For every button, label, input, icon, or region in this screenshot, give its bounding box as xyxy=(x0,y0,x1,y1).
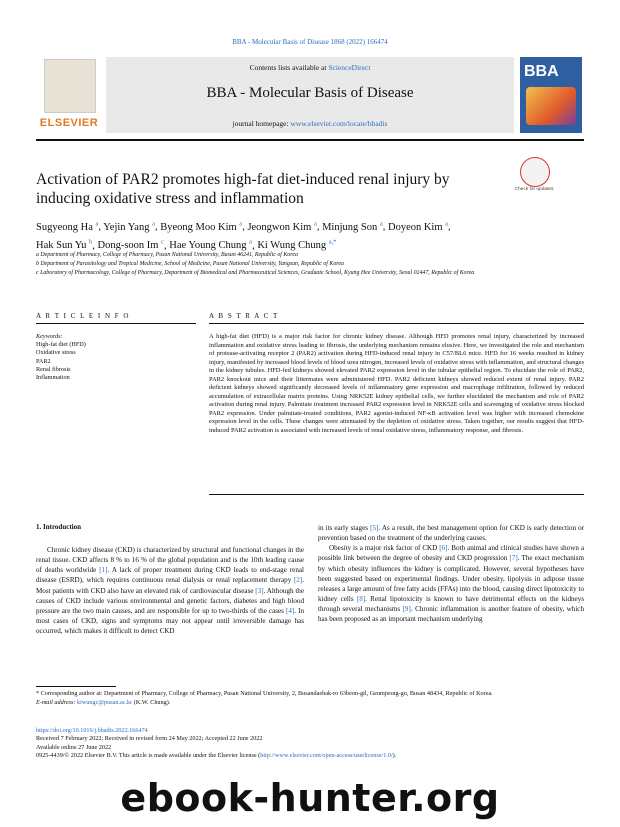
homepage-link[interactable]: www.elsevier.com/locate/bbadis xyxy=(290,119,388,128)
elsevier-wordmark: ELSEVIER xyxy=(39,117,99,129)
author[interactable]: Hae Young Chung $^a$ xyxy=(169,238,253,251)
abstract-heading: A B S T R A C T xyxy=(209,312,279,320)
keyword: High-fat diet (HFD) xyxy=(36,341,86,349)
received-dates: Received 7 February 2022; Received in revised form 24 May 2022; Accepted 22 June 2022 xyxy=(36,735,263,743)
elsevier-logo xyxy=(36,57,102,133)
affiliation: a Department of Pharmacy, College of Pharmacy, Pusan National University, Busan 46241, Republic of Korea xyxy=(36,252,298,258)
keyword: Inflammation xyxy=(36,374,70,382)
affiliations xyxy=(36,251,581,278)
affiliation: c Laboratory of Pharmacology, College of Pharmacy, Department of Biomedical and Pharmaceutical Sciences, Graduate School, Kyung Hee University, Seoul 02447, Republic of Korea xyxy=(36,270,475,276)
cover-label: BBA xyxy=(524,63,559,80)
author[interactable]: Byeong Moo Kim $^a$ xyxy=(160,220,243,233)
available-online: Available online 27 June 2022 xyxy=(36,743,112,751)
citation-link[interactable]: [5] xyxy=(370,524,379,532)
corresponding-footnote xyxy=(36,690,584,707)
paragraph: Chronic kidney disease (CKD) is characterized by structural and functional changes in the renal tissue. CKD affects 8 % to 16 % of the global population and is the 10th leading cause of deaths worldwide [1]. A lack of proper treatment during CKD leads to end-stage renal disease (ESRD), which requires continuous renal dialysis or renal replacement therapy [2]. Most patients with CKD also have an elevated risk of cardiovascular disease [3]. Although the causes of CKD include various environmental and genetic factors, diabetes and high blood pressure are the two main causes, and are responsible for up to two-thirds of the cases [4]. In most cases of CKD, signs and symptoms may not appear until irreversible damage has occurred, which makes it difficult to detect CKD xyxy=(36,546,304,636)
abstract-text: A high-fat diet (HFD) is a major risk factor for chronic kidney disease. Although HFD promotes renal injury, characterized by increased inflammation and oxidative stress leading to fibrosis, the underlying mechanism remains elusive. Here, we investigated the role and mechanism of protease-activating receptor 2 (PAR2) activation during HFD-induced renal injury in C57/BL6 mice. HFD for 16 weeks resulted in kidney injury, manifested by increased blood levels of blood urea nitrogen, increased levels of oxidative stress with inflammation, and structural changes in the kidney tubules. HFD-fed kidneys showed elevated PAR2 expression level in the tubular epithelial region. To elucidate the role of PAR2, PAR2 knockout mice and their littermates were administered HFD. PAR2 deficient kidneys showed reduced extent of renal injury. PAR2 deficient kidneys showed significantly decreased levels of inflammatory gene expression and macrophage infiltration, followed by reduced accumulation of extracellular matrix proteins. Using NRK52E kidney epithelial cells, we further elucidated the mechanism and role of PAR2 activation during renal injury. Palmitate treatment increased PAR2 expression level in NRK52E cells and scavenging of oxidative stress blocked PAR2 expression. Under palmitate-treated conditions, PAR2 agonist-induced NF-κB activation level was higher with increased chemokine expression level in the cells. These changes were attenuated by the depletion of oxidative stress. Taken together, our results suggest that HFD-induced PAR2 activation is associated with increased levels of renal oxidative stress, inflammatory response, and fibrosis. xyxy=(209,333,584,435)
citation-link[interactable]: [9] xyxy=(402,605,411,614)
keyword: Oxidative stress xyxy=(36,349,76,357)
publication-info xyxy=(36,727,584,760)
keywords-heading: Keywords: xyxy=(36,333,63,340)
elsevier-tree-logo-icon xyxy=(44,59,96,113)
citation-link[interactable]: [6] xyxy=(439,544,448,553)
contents-prefix: Contents lists available at xyxy=(249,63,327,72)
footnote-rule xyxy=(36,686,116,687)
article-title: Activation of PAR2 promotes high-fat diet-induced renal injury by inducing oxidative stress and inflammation xyxy=(36,171,450,207)
article-info-rule xyxy=(36,323,196,324)
journal-reference[interactable]: BBA - Molecular Basis of Disease 1868 (2022) 166474 xyxy=(232,38,388,46)
watermark: ebook-hunter.org xyxy=(120,776,500,820)
cover-art-icon xyxy=(526,87,576,125)
author[interactable]: Yejin Yang $^a$ xyxy=(103,220,155,233)
affiliation: b Department of Parasitology and Tropical Medicine, School of Medicine, Pusan National University, Yangsan, Republic of Korea xyxy=(36,261,344,267)
author[interactable]: Ki Wung Chung $^{a,*}$ xyxy=(257,238,337,251)
homepage-prefix: journal homepage: xyxy=(232,119,289,128)
check-for-updates-icon[interactable] xyxy=(520,157,550,187)
keyword: Renal fibrosis xyxy=(36,365,71,373)
paragraph: Obesity is a major risk factor of CKD [6]. Both animal and clinical studies have shown a possible link between the degree of obesity and CKD progression [7]. The exact mechanism by which obesity influences the kidney is complicated. However, several hypotheses have been suggested based on experimental findings. Under obesity, lipolysis in adipose tissue releases a large amount of free fatty acids (FFAs) into the blood, causing direct lipotoxicity to kidney cells [8]. Renal lipotoxicity is known to have detrimental effects on the kidneys through several mechanisms [9]. Chronic inflammation is another feature of obesity, which has been proposed as an important mechanism underlying xyxy=(318,544,585,624)
sciencedirect-link[interactable]: ScienceDirect xyxy=(328,63,371,72)
body-column-right xyxy=(318,523,584,625)
citation-link[interactable]: [8] xyxy=(356,595,366,604)
author[interactable]: Dong-soon Im $^c$ xyxy=(97,238,164,251)
citation-link[interactable]: [2] xyxy=(293,576,303,585)
email-link[interactable]: kiwungc@pusan.ac.kr xyxy=(77,698,133,706)
section-heading-introduction: 1. Introduction xyxy=(36,523,81,531)
author[interactable]: Sugyeong Ha $^a$ xyxy=(36,220,99,233)
citation-link[interactable]: [1] xyxy=(99,566,108,575)
author[interactable]: Jeongwon Kim $^a$ xyxy=(247,220,317,233)
body-column-left xyxy=(36,545,304,636)
journal-title: BBA - Molecular Basis of Disease xyxy=(206,85,414,101)
paragraph: in its early stages [5]. As a result, the best management option for CKD is early detection or prevention based on the treatment of the underlying causes. xyxy=(318,524,585,543)
doi-link[interactable]: https://doi.org/10.1016/j.bbadis.2022.166474 xyxy=(36,727,148,734)
author[interactable]: Hak Sun Yu $^b$ xyxy=(36,238,93,251)
license-line: 0925-4439/© 2022 Elsevier B.V. This article is made available under the Elsevier license (http://www.elsevier.com/open-access/userlicense/1.0/). xyxy=(36,751,397,759)
journal-cover[interactable] xyxy=(520,57,582,133)
check-for-updates-label[interactable]: Check for updates xyxy=(514,187,554,192)
contents-line xyxy=(106,63,514,72)
license-link[interactable]: http://www.elsevier.com/open-access/userlicense/1.0/ xyxy=(260,751,393,759)
abstract-rule xyxy=(209,323,584,324)
keywords-block xyxy=(36,333,196,382)
author-list: Sugyeong Ha $^a$, Yejin Yang $^a$, Byeong Moo Kim $^a$, Jeongwon Kim $^a$, Minjung Son $^a$, Doyeon Kim $^a$, Hak Sun Yu $^b$, Dong-soon Im $^c$, Hae Young Chung $^a$, Ki Wung Chung $^{a,*}$ xyxy=(36,220,451,251)
masthead-rule xyxy=(36,139,584,141)
author[interactable]: Minjung Son $^a$ xyxy=(322,220,383,233)
keyword: PAR2 xyxy=(36,357,51,365)
homepage-line xyxy=(106,119,514,128)
corresponding-address: * Corresponding author at: Department of Pharmacy, College of Pharmacy, Pusan National University, 2, Busandaehak-ro 63beon-gil, Geumjeong-gu, Busan 48434, Republic of Korea. xyxy=(36,690,493,697)
author[interactable]: Doyeon Kim $^a$ xyxy=(387,220,449,233)
citation-link[interactable]: [4] xyxy=(285,606,295,615)
citation-link[interactable]: [7] xyxy=(509,554,518,563)
abstract-bottom-rule xyxy=(209,494,584,495)
journal-masthead xyxy=(106,57,514,133)
citation-link[interactable]: [3] xyxy=(255,586,264,595)
article-info-heading: A R T I C L E I N F O xyxy=(36,312,130,320)
email-line: E-mail address: kiwungc@pusan.ac.kr (K.W. Chung). xyxy=(36,698,171,706)
